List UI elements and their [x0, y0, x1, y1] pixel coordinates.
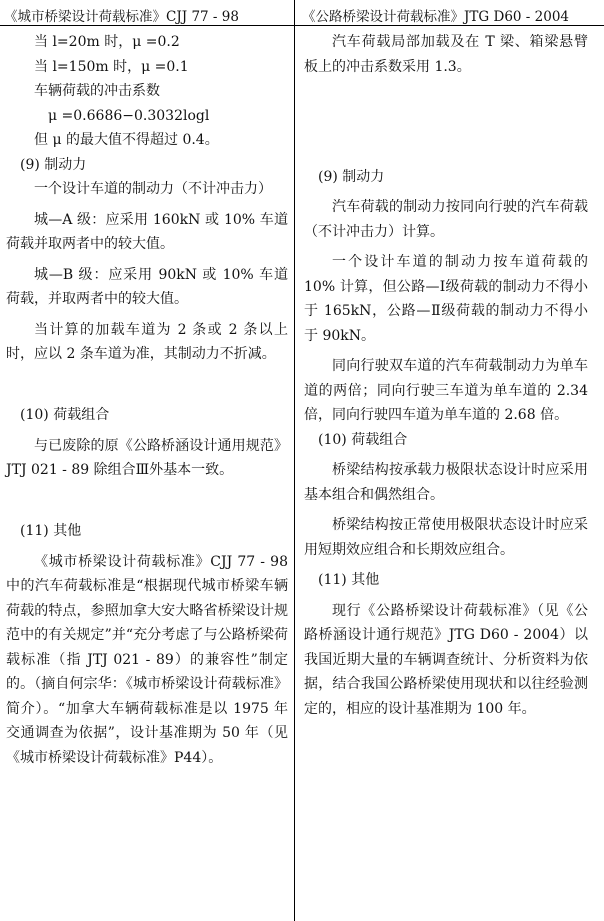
header-right-title: 《公路桥梁设计荷载标准》JTG D60 - 2004: [302, 9, 569, 25]
left-column: [6, 30, 288, 770]
right-column: [304, 30, 588, 721]
header-left-title: 《城市桥梁设计荷载标准》CJJ 77 - 98: [4, 9, 239, 25]
left-section-9: (9) 制动力: [20, 156, 87, 173]
left-para-1: 一个设计车道的制动力（不计冲击力）: [34, 181, 272, 197]
left-para-4: 当计算的加载车道为 2 条或 2 条以上时，应以 2 条车道为准，其制动力不折减。: [6, 321, 288, 362]
header-divider: [0, 25, 604, 26]
left-section-10: (10) 荷载组合: [20, 407, 110, 423]
right-section-11: (11) 其他: [318, 572, 380, 588]
left-line-1: 当 l=20m 时，μ =0.2: [34, 34, 180, 50]
right-para-5: 桥梁结构按正常使用极限状态设计时应采用短期效应组合和长期效应组合。: [304, 517, 588, 558]
right-para-3: 同向行驶双车道的汽车荷载制动力为单车道的两倍；同向行驶三车道为单车道的 2.34 倍，同向行驶四车道为单车道的 2.68 倍。: [304, 358, 588, 423]
right-section-10: (10) 荷载组合: [318, 431, 408, 448]
right-section-9: (9) 制动力: [318, 168, 385, 185]
right-para-2: 一个设计车道的制动力按车道荷载的 10% 计算，但公路—Ⅰ级荷载的制动力不得小于 165kN，公路—Ⅱ级荷载的制动力不得小于 90kN。: [304, 254, 588, 344]
left-line-3: 车辆荷载的冲击系数: [34, 83, 160, 99]
right-para-1: 汽车荷载的制动力按同向行驶的汽车荷载（不计冲击力）计算。: [304, 199, 588, 240]
left-para-6: 《城市桥梁设计荷载标准》CJJ 77 - 98 中的汽车荷载标准是“根据现代城市桥梁车辆荷载的特点，参照加拿大安大略省桥梁设计规范中的有关规定”并“充分考虑了与公路桥梁荷载标准（指 JTJ 021 - 89）的兼容性”制定的。（摘自何宗华：《城市桥梁设计荷载标准》简介）。“加拿大车辆荷载标准是以 1975 年交通调查为依据”，设计基准期为 50 年（见《城市桥梁设计荷载标准》P44）。: [6, 553, 288, 766]
column-divider: [294, 0, 295, 921]
right-para-0: 汽车荷载局部加载及在 T 梁、箱梁悬臂板上的冲击系数采用 1.3。: [304, 34, 588, 75]
left-formula: μ =0.6686−0.3032logl: [48, 107, 210, 124]
right-para-6: 现行《公路桥梁设计荷载标准》（见《公路桥涵设计通行规范》JTG D60 - 2004）以我国近期大量的车辆调查统计、分析资料为依据，结合我国公路桥梁使用现状和以往经验测定的，相应的设计基准期为 100 年。: [304, 602, 588, 717]
left-para-3: 城—B 级：应采用 90kN 或 10% 车道荷载，并取两者中的较大值。: [6, 266, 288, 307]
left-line-5: 但 μ 的最大值不得超过 0.4。: [34, 132, 219, 148]
page-header: [0, 0, 604, 26]
left-section-11: (11) 其他: [20, 523, 82, 539]
left-para-5: 与已废除的原《公路桥涵设计通用规范》JTJ 021 - 89 除组合Ⅲ外基本一致。: [6, 437, 288, 478]
left-line-2: 当 l=150m 时，μ =0.1: [34, 58, 189, 75]
right-para-4: 桥梁结构按承载力极限状态设计时应采用基本组合和偶然组合。: [304, 462, 588, 503]
left-para-2: 城—A 级：应采用 160kN 或 10% 车道荷载并取两者中的较大值。: [6, 211, 288, 252]
